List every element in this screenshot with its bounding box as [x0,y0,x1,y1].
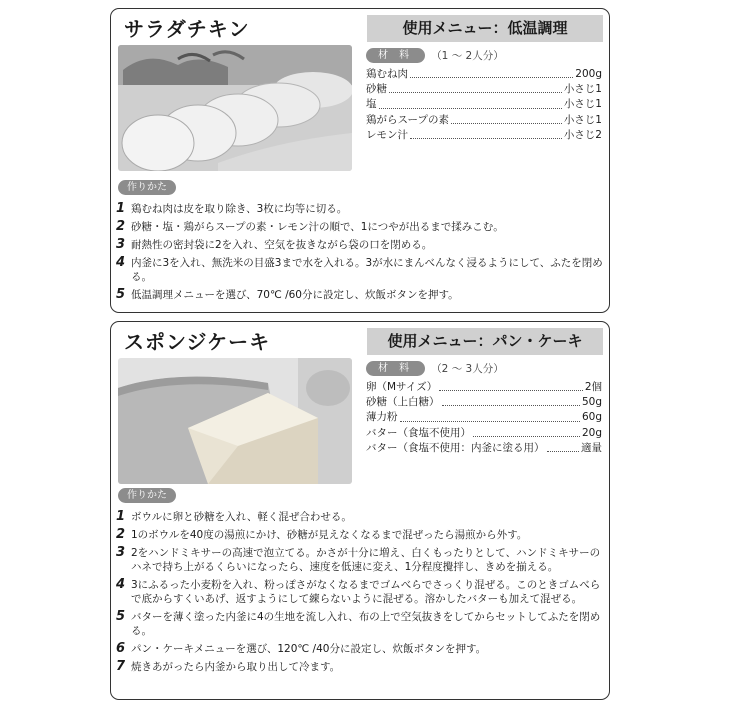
ingredient-row: 卵（Mサイズ） 2個 [366,381,602,393]
recipe-title: スポンジケーキ [124,330,271,354]
menu-label: 使用メニュー：低温調理 [367,15,603,42]
steps-label: 作りかた [118,180,176,195]
recipe-title: サラダチキン [124,17,250,41]
step: 3 耐熱性の密封袋に2を入れ、空気を抜きながら袋の口を閉める。 [116,237,433,252]
ingredients-section [366,47,602,143]
ingredient-row: バター（食塩不使用） 20g [366,426,602,439]
steps-list [116,510,604,678]
ingredient-row: 薄力粉 60g [366,411,602,424]
ingredient-row: 鶏むね肉 200g [366,68,602,80]
ingredients-section [366,360,602,456]
step: 5 バターを薄く塗った内釜に4の生地を流し入れ、布の上で空気抜きをしてからセットしてふたを閉める。 [116,609,601,637]
ingredients-label: 材 料 [366,48,425,63]
ingredient-row: 鶏がらスープの素 小さじ1 [366,113,602,126]
recipe-card-salad-chicken [110,8,610,313]
servings: （2 ～ 3人分） [431,363,504,375]
step: 2 1のボウルを40度の湯煎にかけ、砂糖が見えなくなるまで混ぜったら湯煎から外す。 [116,527,528,542]
step: 1 ボウルに卵と砂糖を入れ、軽く混ぜ合わせる。 [116,509,352,524]
ingredient-row: バター（食塩不使用：内釜に塗る用） 適量 [366,441,602,454]
salad-chicken-photo [118,45,352,171]
step: 4 3にふるった小麦粉を入れ、粉っぽさがなくなるまでゴムべらでさっくり混ぜる。このときゴムべらで底からすくいあげ、返すようにして練らないように混ぜる。溶かしたバターも加えて混ぜる。 [116,577,601,605]
step: 2 砂糖・塩・鶏がらスープの素・レモン汁の順で、1につやが出るまで揉みこむ。 [116,219,504,234]
step: 7 焼きあがったら内釜から取り出して冷ます。 [116,659,341,674]
step: 5 低温調理メニューを選び、70℃ /60分に設定し、炊飯ボタンを押す。 [116,287,459,302]
servings: （1 ～ 2人分） [431,50,504,62]
step: 6 パン・ケーキメニューを選び、120℃ /40分に設定し、炊飯ボタンを押す。 [116,641,487,656]
menu-label: 使用メニュー：パン・ケーキ [367,328,603,355]
step: 3 2をハンドミキサーの高速で泡立てる。かさが十分に増え、白くもったりとして、ハンドミキサーのハネで持ち上がるくらいになったら、速度を低速に変え、1分程度攪拌し、きめを揃える。 [116,545,601,573]
ingredient-row: 砂糖（上白糖） 50g [366,396,602,409]
ingredient-row: 塩 小さじ1 [366,98,602,111]
steps-label: 作りかた [118,488,176,503]
recipe-card-sponge-cake [110,321,610,700]
ingredient-row: 砂糖 小さじ1 [366,83,602,96]
step: 1 鶏むね肉は皮を取り除き、3枚に均等に切る。 [116,201,348,216]
step: 4 内釜に3を入れ、無洗米の目盛3まで水を入れる。3が水にまんべんなく浸るようにして、ふたを閉める。 [116,255,603,283]
steps-list [116,202,604,306]
sponge-cake-photo [118,358,352,484]
ingredients-label: 材 料 [366,361,425,376]
ingredient-row: レモン汁 小さじ2 [366,128,602,141]
